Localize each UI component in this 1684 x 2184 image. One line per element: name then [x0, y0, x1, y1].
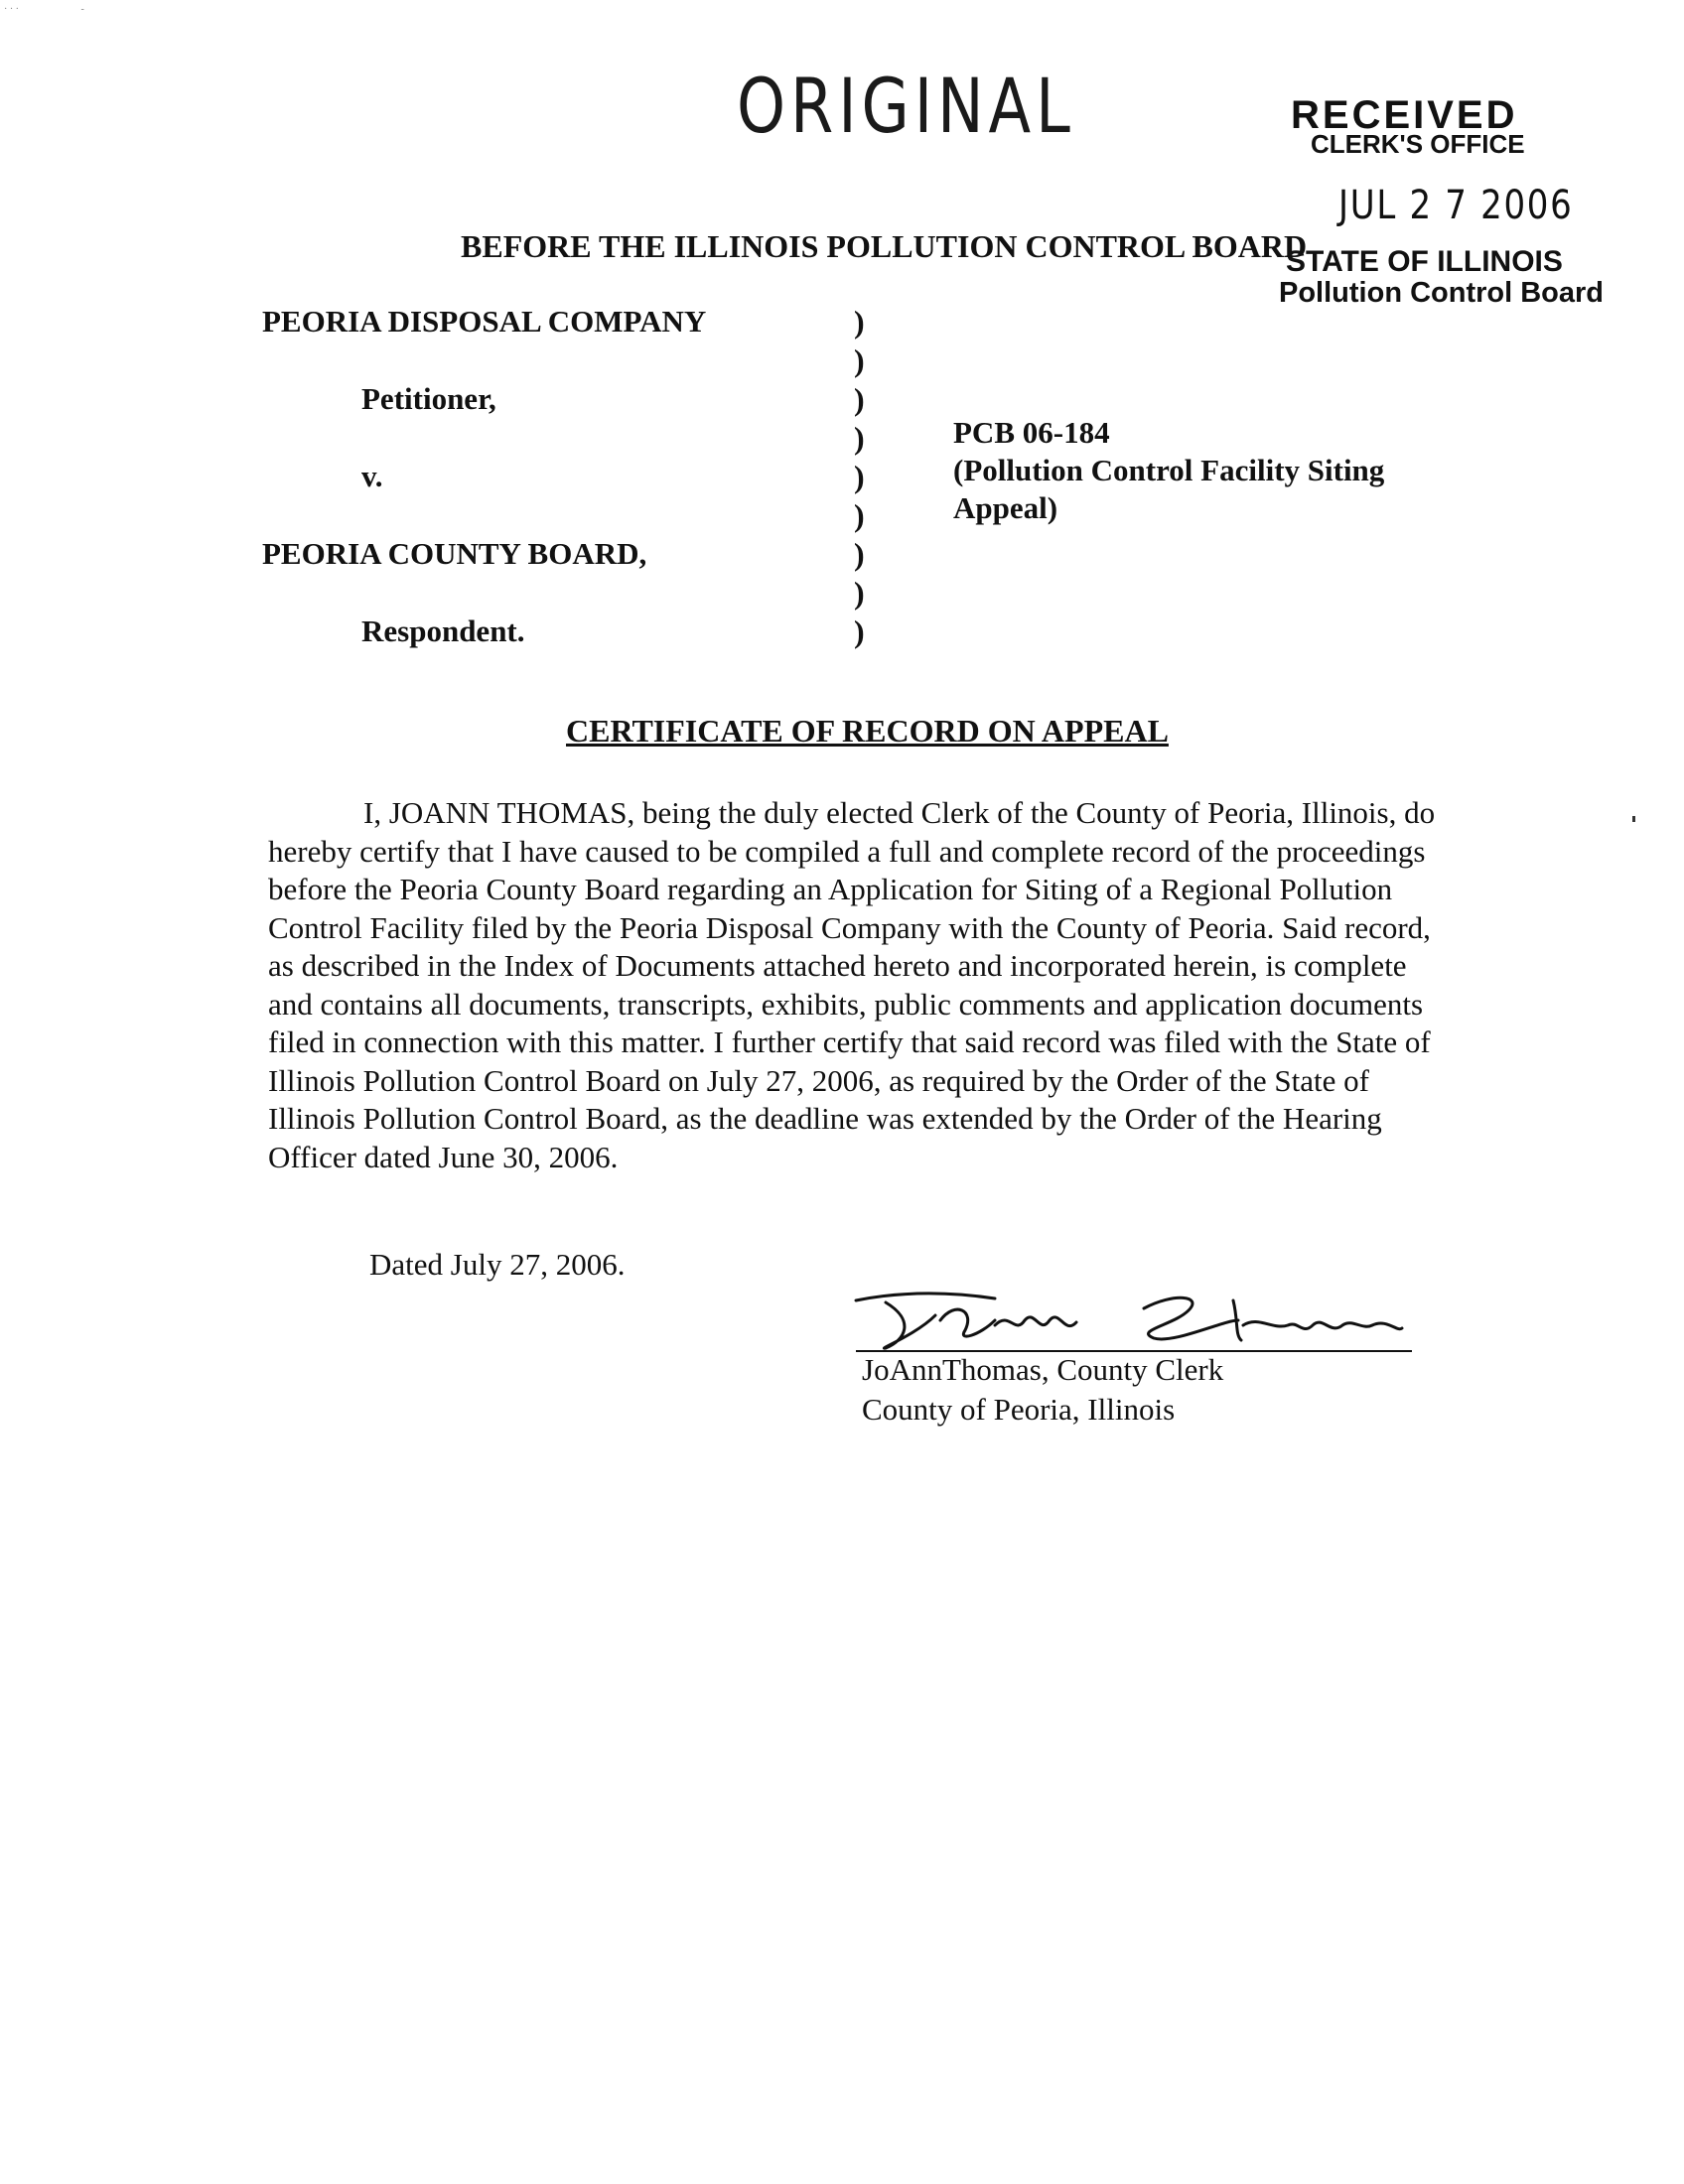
caption-paren: ): [854, 342, 865, 378]
signature-graphic: [846, 1281, 1422, 1355]
caption-paren: ): [854, 497, 865, 533]
scan-artifact: · · · -: [4, 4, 84, 15]
caption-paren: ): [854, 459, 865, 494]
petitioner-name: PEORIA DISPOSAL COMPANY: [262, 304, 707, 339]
certificate-body: [268, 794, 1440, 1176]
received-stamp-state: STATE OF ILLINOIS: [1286, 245, 1563, 278]
caption-paren: ): [854, 575, 865, 611]
respondent-name: PEORIA COUNTY BOARD,: [262, 536, 647, 571]
original-stamp: ORIGINAL: [737, 62, 1075, 150]
case-type-line1: (Pollution Control Facility Siting: [953, 453, 1385, 487]
versus-label: v.: [361, 459, 383, 493]
respondent-role: Respondent.: [361, 614, 525, 648]
received-stamp-office: CLERK'S OFFICE: [1311, 129, 1525, 159]
caption-paren: ): [854, 304, 865, 340]
board-title: BEFORE THE ILLINOIS POLLUTION CONTROL BOARD: [461, 228, 1308, 264]
signer-county: County of Peoria, Illinois: [862, 1392, 1176, 1427]
signer-name-title: JoAnnThomas, County Clerk: [862, 1352, 1224, 1387]
caption-paren: ): [854, 420, 865, 456]
handwritten-signature: [846, 1281, 1422, 1350]
received-stamp-board: Pollution Control Board: [1279, 277, 1605, 309]
caption-paren: ): [854, 536, 865, 572]
case-type-line2: Appeal): [953, 490, 1058, 525]
case-number: PCB 06-184: [953, 415, 1110, 450]
certificate-paragraph: I, JOANN THOMAS, being the duly elected Clerk of the County of Peoria, Illinois, do hereby certify that I have caused to be compiled a full and complete record of the proceedings before the Peoria County Board regarding an Application for Siting of a Regional Pollution Control Facility filed by the Peoria Disposal Company with the County of Peoria. Said record, as described in the Index of Documents attached hereto and incorporated herein, is complete and contains all documents, transcripts, exhibits, public comments and application documents filed in connection with this matter. I further certify that said record was filed with the State of Illinois Pollution Control Board on July 27, 2006, as required by the Order of the State of Illinois Pollution Control Board, as the deadline was extended by the Order of the Hearing Officer dated June 30, 2006.: [268, 795, 1436, 1174]
caption-paren: ): [854, 614, 865, 649]
caption-paren: ): [854, 381, 865, 417]
received-stamp-title: RECEIVED: [1291, 93, 1518, 137]
received-stamp-date: JUL 2 7 2006: [1338, 183, 1574, 228]
scan-speck: [1632, 816, 1635, 822]
dated-line: Dated July 27, 2006.: [369, 1247, 626, 1282]
petitioner-role: Petitioner,: [361, 381, 496, 416]
certificate-title: CERTIFICATE OF RECORD ON APPEAL: [566, 713, 1169, 749]
